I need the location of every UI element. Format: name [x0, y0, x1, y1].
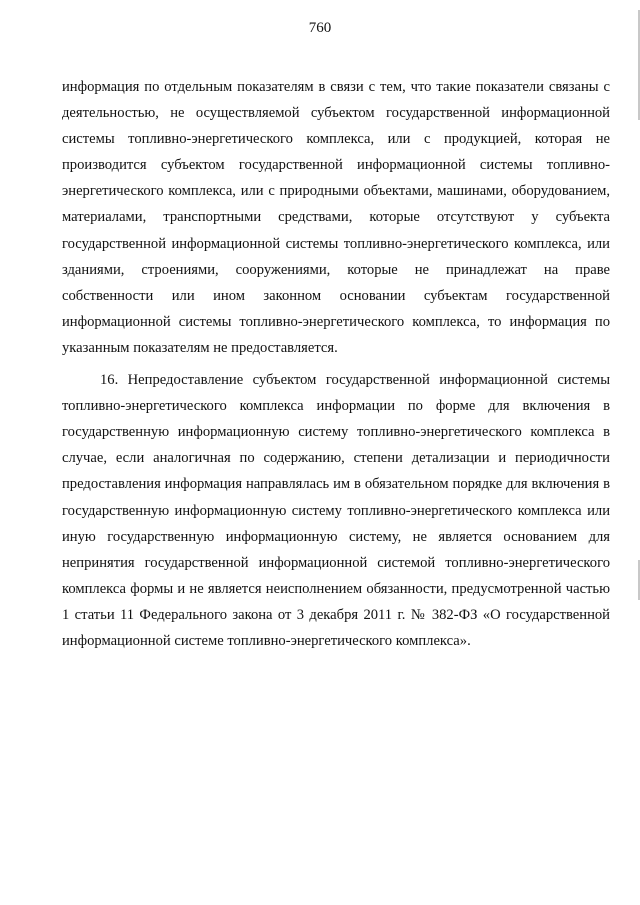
page-number: 760 [308, 20, 332, 36]
paragraph-continuation: информация по отдельным показателям в связи с тем, что такие показатели связаны с деятельностью, не осуществляемой субъектом государственной информационной системы топливно-энергетического комплекса, или с продукцией, которая не производится субъектом государственной информационной системы топливно-энергетического комплекса, или с природными объектами, машинами, оборудованием, материалами, транспортными средствами, которые отсутствуют у субъекта государственной информационной системы топливно-энергетического комплекса, или зданиями, строениями, сооружениями, которые не принадлежат на праве собственности или ином законном основании субъектам государственной информационной системы топливно-энергетического комплекса, то информация по указанным показателям не предоставляется. [62, 79, 610, 356]
paragraph-item-16: 16. Непредоставление субъектом государственной информационной системы топливно-энергетического комплекса информации по форме для включения в государственную информационную систему топливно-энергетического комплекса в случае, если аналогичная по содержанию, степени детализации и периодичности предоставления информация направлялась им в обязательном порядке для включения в государственную информационную систему топливно-энергетического комплекса или иную государственную информационную систему, не является основанием для непринятия государственной информационной системой топливно-энергетического комплекса формы и не является неисполнением обязанности, предусмотренной частью 1 статьи 11 Федерального закона от 3 декабря 2011 г. № 382-ФЗ «О государственной информационной системе топливно-энергетического комплекса». [62, 372, 610, 649]
document-body [62, 74, 610, 654]
